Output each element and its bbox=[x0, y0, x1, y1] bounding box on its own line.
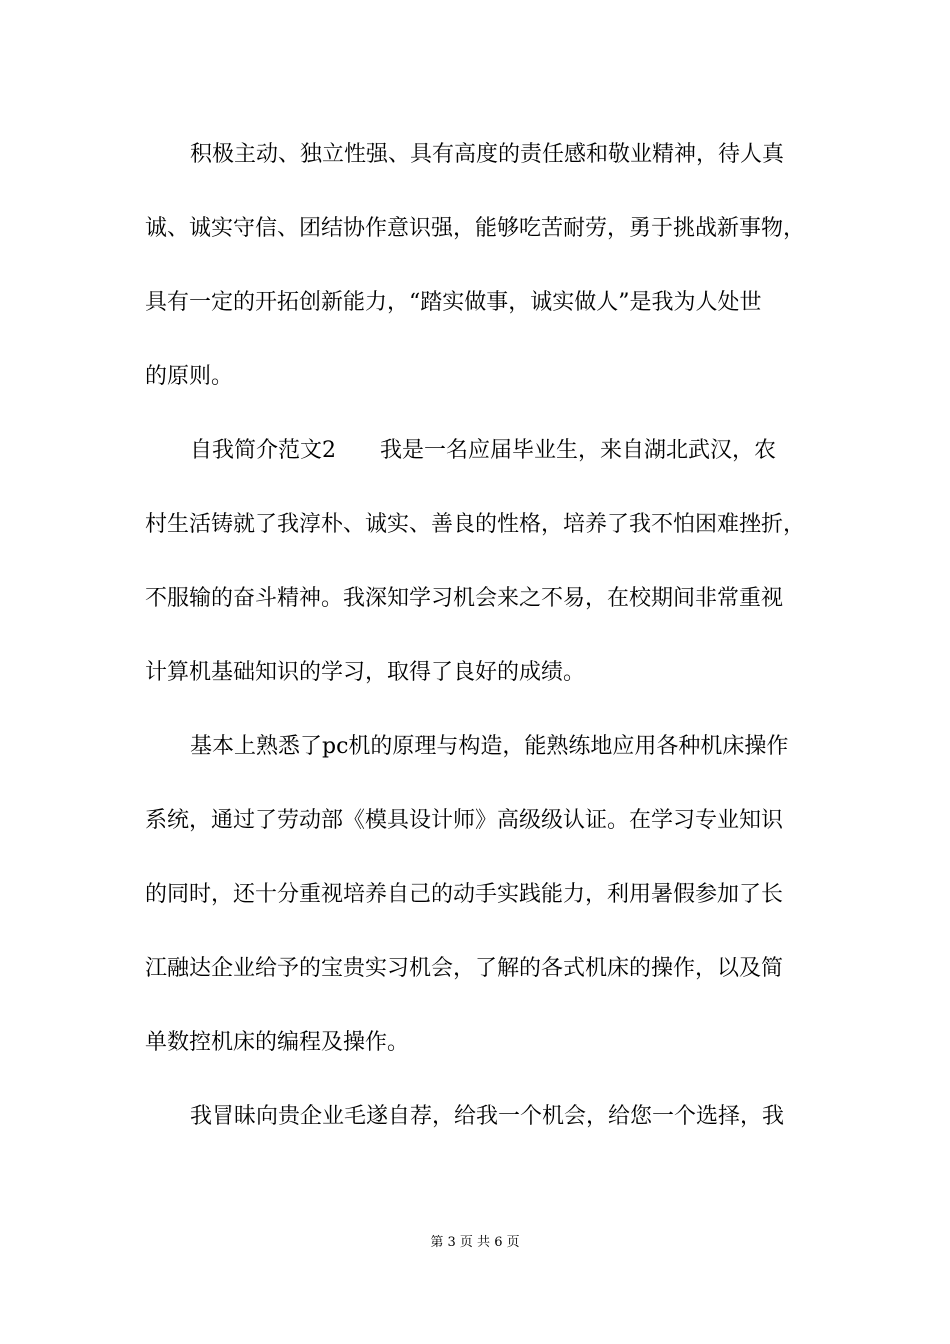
footer-current-page: 3 bbox=[447, 1235, 456, 1250]
text-line: 单数控机床的编程及操作。 bbox=[145, 1030, 410, 1055]
text-line: 积极主动、独立性强、具有高度的责任感和敬业精神，待人真 bbox=[190, 142, 785, 167]
text-line: 不服输的奋斗精神。我深知学习机会来之不易，在校期间非常重视 bbox=[145, 586, 784, 611]
text-line: 自我简介范文2 我是一名应届毕业生，来自湖北武汉，农 bbox=[190, 438, 776, 463]
text-line: 具有一定的开拓创新能力，“踏实做事，诚实做人”是我为人处世 bbox=[145, 290, 762, 315]
footer-total-pages: 6 bbox=[494, 1235, 503, 1250]
text-line: 系统，通过了劳动部《模具设计师》高级级认证。在学习专业知识 bbox=[145, 808, 784, 833]
text-line: 基本上熟悉了pc机的原理与构造，能熟练地应用各种机床操作 bbox=[190, 734, 789, 759]
text-line: 村生活铸就了我淳朴、诚实、善良的性格，培养了我不怕困难挫折， bbox=[145, 512, 806, 537]
text-line: 诚、诚实守信、团结协作意识强，能够吃苦耐劳，勇于挑战新事物， bbox=[145, 216, 806, 241]
text-line: 计算机基础知识的学习，取得了良好的成绩。 bbox=[145, 660, 586, 685]
text-line: 的原则。 bbox=[145, 364, 234, 389]
text-line: 江融达企业给予的宝贵实习机会，了解的各式机床的操作，以及简 bbox=[145, 956, 784, 981]
page-footer bbox=[0, 1234, 950, 1252]
footer-prefix: 第 bbox=[430, 1235, 444, 1250]
footer-suffix: 页 bbox=[506, 1235, 520, 1250]
footer-middle: 页 共 bbox=[459, 1235, 491, 1250]
text-line: 的同时，还十分重视培养自己的动手实践能力，利用暑假参加了长 bbox=[145, 882, 784, 907]
text-line: 我冒昧向贵企业毛遂自荐，给我一个机会，给您一个选择，我 bbox=[190, 1104, 785, 1129]
